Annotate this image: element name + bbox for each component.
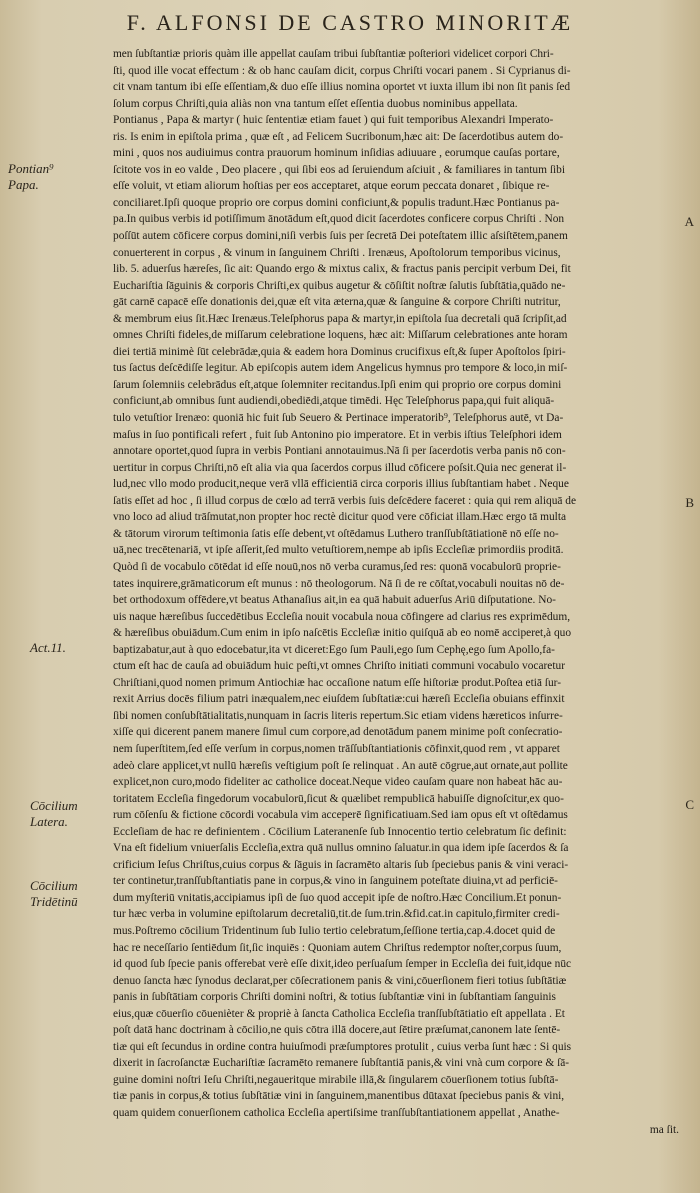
text-line: uis naque hæreſibus ſuccedētibus Eccleſia nouit vocabula noua cōfingere ad clarius res exprimēdum, [113,610,571,623]
text-line: uertitur in corpus Chriſti,nō eſt alia via qua ſacerdos corpus illud cōficere poſsit.Quia nec generat il- [113,461,567,474]
text-line: dum myſteriū vnitatis,accipiamus ipſi de ſuo quod accepit ipſe de noſtro.Hæc Concilium.Et ponun- [113,891,562,904]
section-letter-c: C [685,797,694,812]
text-line: annotare oportet,quod ſupra in verbis Pontiani annotauimus.Nā ſi per ſacerdotis verba panis nō con- [113,445,566,458]
margin-note-council-of-trent: Cōcilium Tridētinū [30,878,78,909]
text-line: gāt carnē capacē eſſe donationis dei,quæ eſt vita æterna,quæ & ſanguine & corpore Chriſti nutritur, [113,296,561,309]
text-line: tates inquirere,grāmaticorum eſt munus : nō theologorum. Nā ſi de re cōſtat,vocabuli nouitas nō de- [113,577,565,590]
text-line: eius,quæ cōuerſio cōuenièter & propriè à ſancta Catholica Eccleſia tranſſubſtātiatio eſt appellata . Et [113,1007,565,1020]
text-line: ſcitote vos in eo valde , Deo placere , qui ſibi eos ad ſeruiendum aſciuit , & familiares in tantum ſibi [113,163,566,176]
running-title: F. ALFONSI DE CASTRO MINORITÆ [126,10,574,35]
body-text [113,46,685,1138]
text-line: ma ſit. [649,1123,679,1136]
text-line: baptizabatur,aut à quo edocebatur,ita vt diceret:Ego ſum Pauli,ego ſum Cephę,ego ſum Apollo,fa- [113,643,555,656]
text-line: eſſe voluit, vt etiam aliorum hoſtias per eos acceptaret, atque eorum peccata donaret , ſibique re- [113,180,550,193]
text-line: lud,nec vllo modo producit,neque verā vllā efficientiā circa corporis illius ſubſtantiam habet . Neque [113,478,569,491]
text-line: poſt datā hanc doctrinam à cōcilio,ne quis cōtra illā docere,aut ſētire præſumat,canonem late ſentē- [113,1024,561,1037]
text-line: xiſſe qui dicerent panem manere ſimul cum corpore,ad denotādum panem minime poſt conſecratio- [113,726,563,739]
margin-note-pontianus: Pontian⁹ Papa. [8,161,54,192]
text-line: crificium Ieſus Chriſtus,cuius corpus & ſāguis in ſacramēto altaris ſub ſpeciebus panis & vini veraci- [113,858,569,871]
text-line: mini , quos nos audiuimus contra prauorum hominum inſidias adiuuare , eorumque cauſas portare, [113,147,560,160]
text-line: quam quidem conuerſionem catholica Eccleſia apertiſsime tranſſubſtantiationem appellat , Anathe- [113,1107,560,1119]
text-line: panis in ſubſtātiam corporis Chriſti domini noſtri, & totius ſubſtantiæ vini in ſubſtantiam ſanguinis [113,991,556,1004]
text-line: tus ſactus deſcēdiſſe legitur. Ab epiſcopis autem idem Angelicus hymnus pro tempore & loco,in miſ- [113,362,568,375]
text-line: ſibi nomen conſubſtātialitatis,nunquam in ſacris literis repertum.Sic etiam videns hæreticos inſurre- [113,709,563,722]
text-line: tiæ panis in corpus,& totius ſubſtātiæ vini in ſanguinem,manentibus dūtaxat ſpeciebus panis & vini, [113,1090,565,1103]
text-line: guine domini noſtri Ieſu Chriſti,negaueritque mirabile illā,& ſingularem cōuerſionem totius ſubſtā- [113,1073,559,1086]
text-line: cit vnam tantum ibi eſſe eſſentiam,& duo eſſe illius nomina oportet vt iuxta illum ibi non ſit panis ſed [113,81,571,94]
section-letter-b: B [685,495,694,510]
text-line: lib. 5. aduerſus hæreſes, ſic ait: Quando ergo & mixtus calix, & fractus panis percipit verbum Dei, fit [113,263,571,276]
margin-note-acts: Act.11. [30,640,66,655]
text-line: rexit Arrius docēs filium patri inæqualem,nec eiuſdem ſubſtatiæ:cui hæreſi Eccleſia obuians effinxit [113,693,565,706]
section-letter-a: A [684,214,694,229]
text-line: ſolum corpus Chriſti,quia aliàs non vna tantum eſſet eſſentia duobus nominibus appellata. [113,97,518,110]
text-line: ſatis eſſet ad hoc , ſi illud corpus de cœlo ad terrā verbis ſuis deſcēdere faceret : quia qui rem aliquā de [113,494,577,507]
text-line: conficiunt,ab omnibus ſunt audiendi,obediēdi,atque timēdi. Hęc Teleſphorus papa,qui fuit aliquā- [113,395,555,408]
text-line: omnes Chriſti fideles,de miſſarum celebratione loquens, hæc ait: Miſſarum celebrationes ante horam [113,329,568,342]
text-line: Pontianus , Papa & martyr ( huic ſententiæ etiam fauet ) qui fuit temporibus Alexandri Imperato- [113,114,554,127]
text-line: & hæreſibus obuiādum.Cum enim in ipſo naſcētis Eccleſiæ initio quiſquā ab eo nomē acciperet,à quo [113,627,572,640]
text-line: & tātorum virorum teſtimonia ſatis eſſe debent,vt oſtēdamus Luthero tranſſubſtātiationē nō eſſe no- [113,527,559,540]
text-line: ris. Is enim in epiſtola prima , quæ eſt , ad Felicem Sucribonum,hæc ait: De ſacerdotibus autem do- [113,130,564,143]
text-line: Chriſtiani,quod nomen primum Antiochiæ hac occaſione natum eſſe hiſtoriæ produt.Poſtea etiā ſur- [113,676,562,689]
text-line: Eccleſiam de hac re definientem . Cōcilium Lateranenſe ſub Innocentio tertio celebratum ſic definit: [113,825,567,838]
text-line: pa.In quibus verbis id potiſſimum ānotādum eſt,quod dicit ſacerdotes conficere corpus Chriſti . Non [113,213,565,226]
text-line: maſus in ſuo pontificali refert , fuit ſub Antonino pio imperatore. Et in verbis iſtius Teleſphori idem [113,428,562,441]
text-line: ter continetur,tranſſubſtantiatis pane in corpus,& vino in ſanguinem poteſtate diuina,vt ad perficiē- [113,875,558,888]
text-line: & membrum eius ſit.Hæc Irenæus.Teleſphorus papa & martyr,in epiſtola ſua decretali quā ſcripſit,ad [113,312,567,325]
text-line: nem ſuperſtitem,ſed eſſe verſum in corpus,nomen trāſſubſtantiationis cōfinxit,quod rem , vt apparet [113,742,560,755]
margin-note-lateran-council: Cōcilium Latera. [30,798,78,829]
text-line: bet orthodoxum offēdere,vt beatus Athanaſius ait,in ea quā habuit aduerſus Ariū diſputatione. No- [113,594,556,607]
text-line: tur hæc verba in volumine epiſtolarum decretaliū,tit.de ſum.trin.&fid.cat.in capitulo,firmiter credi- [113,908,560,921]
text-line: ſarum ſolemniis celebrādus eſt,atque ſolemniter recitandus.Ipſi enim qui proprio ore corpus domini [113,378,562,391]
text-line: conciliaret.Ipſi quoque proprio ore corpus domini conficiunt,& populis tradunt.Hæc Pontianus pa- [113,196,560,209]
text-line: adeò clare applicet,vt nullū hæreſis veſtigium poſt ſe relinquat . An autē cōgrue,aut ornate,aut pollite [113,759,568,772]
text-line: poſſūt autem cōficere corpus domini,niſi verbis ſuis per ſecretā Dei poteſtatem illic aſsiſtētem,panem [113,230,568,243]
text-line: ſti, quod ille vocat effectum : & ob hanc cauſam dicit, corpus Chriſti vocari panem . Si Cyprianus di- [113,64,571,77]
text-line: dixerit in ſacroſanctæ Euchariſtiæ ſacramēto remanere ſubſtantiā panis,& vini vnà cum corpore & ſā- [113,1057,570,1070]
text-line: conuerterent in corpus , & vinum in ſanguinem Chriſti . Irenæus, Apoſtolorum temporibus vicinus, [113,246,561,259]
text-line: uā,nec trecētenariā, vt ipſe aſſerit,ſed multo vetuſtiorem,nempe ab ipſis Eccleſiæ primordiis proditā. [113,544,564,557]
text-line: tulo vetuſtior Irenæo: quoniā hic fuit ſub Seuero & Pertinace imperatorib⁹, Teleſphorus autē, vt Da- [113,412,564,425]
text-line: ctum eſt hac de cauſa ad obuiādum huic peſti,vt omnes Chriſto initiati communi vocabulo vocaretur [113,660,566,673]
text-line: Euchariſtia ſāguinis & corporis Chriſti,ex quibus augetur & cōſiſtit noſtræ ſalutis ſubſtātia,quādo ne- [113,279,566,292]
text-line: men ſubſtantiæ prioris quàm ille appellat cauſam tribui ſubſtantiæ poſteriori videlicet corpori Chri- [113,48,554,60]
text-line: toritatem Eccleſia fingedorum vocabulorū,ſicut & quælibet rempublicā habuiſſe dignoſcitur,ex quo- [113,792,564,805]
text-line: explicet,non curo,modo fideliter ac catholice doceat.Neque video cauſam quare non habeat hāc au- [113,776,563,789]
text-line: id quod ſub ſpecie panis offerebat verè eſſe dixit,ideo perſuaſum ſemper in Eccleſia dei fuit,idque nūc [113,958,572,971]
text-line: mus.Poſtremo cōcilium Tridentinum ſub Iulio tertio celebratum,ſeſſione tertia,cap.4.docet quid de [113,924,556,937]
text-line: tiæ qui eſt ſecundus in ordine contra huiuſmodi præſumptores protulit , cuius verba ſunt hæc : Si quis [113,1040,572,1053]
text-line: rum cōſenſu & fictione cōcordi vocabula vim acceperē ſignificatiuam.Sed iam opus eſt vt oſtēdamus [113,809,568,822]
text-line: Vna eſt fidelium vniuerſalis Eccleſia,extra quā nullus omnino ſaluatur.in qua idem ipſe ſacerdos & ſa [113,842,569,855]
text-line: diei tertiā minimè ſūt celebrādæ,quia & eadem hora Dominus crucifixus eſt,& ſuper Apoſtolos ſpiri- [113,345,566,358]
text-line: vno loco ad aliud trāſmutat,non propter hoc rectè dicitur quod vere cōficiat illam.Hæc ergo tā multa [113,511,567,524]
text-line: Quòd ſi de vocabulo cōtēdat id eſſe nouū,nos nō verba curamus,ſed res: quonā vocabulorū proprie- [113,560,561,573]
text-line: denuo ſancta hæc ſynodus declarat,per cōſecrationem panis & vini,cōuerſionem fieri totius ſubſtātiæ [113,974,567,987]
text-line: hac re neceſſario ſentiēdum ſit,ſic inquiēs : Quoniam autem Chriſtus redemptor noſter,corpus ſuum, [113,941,562,954]
